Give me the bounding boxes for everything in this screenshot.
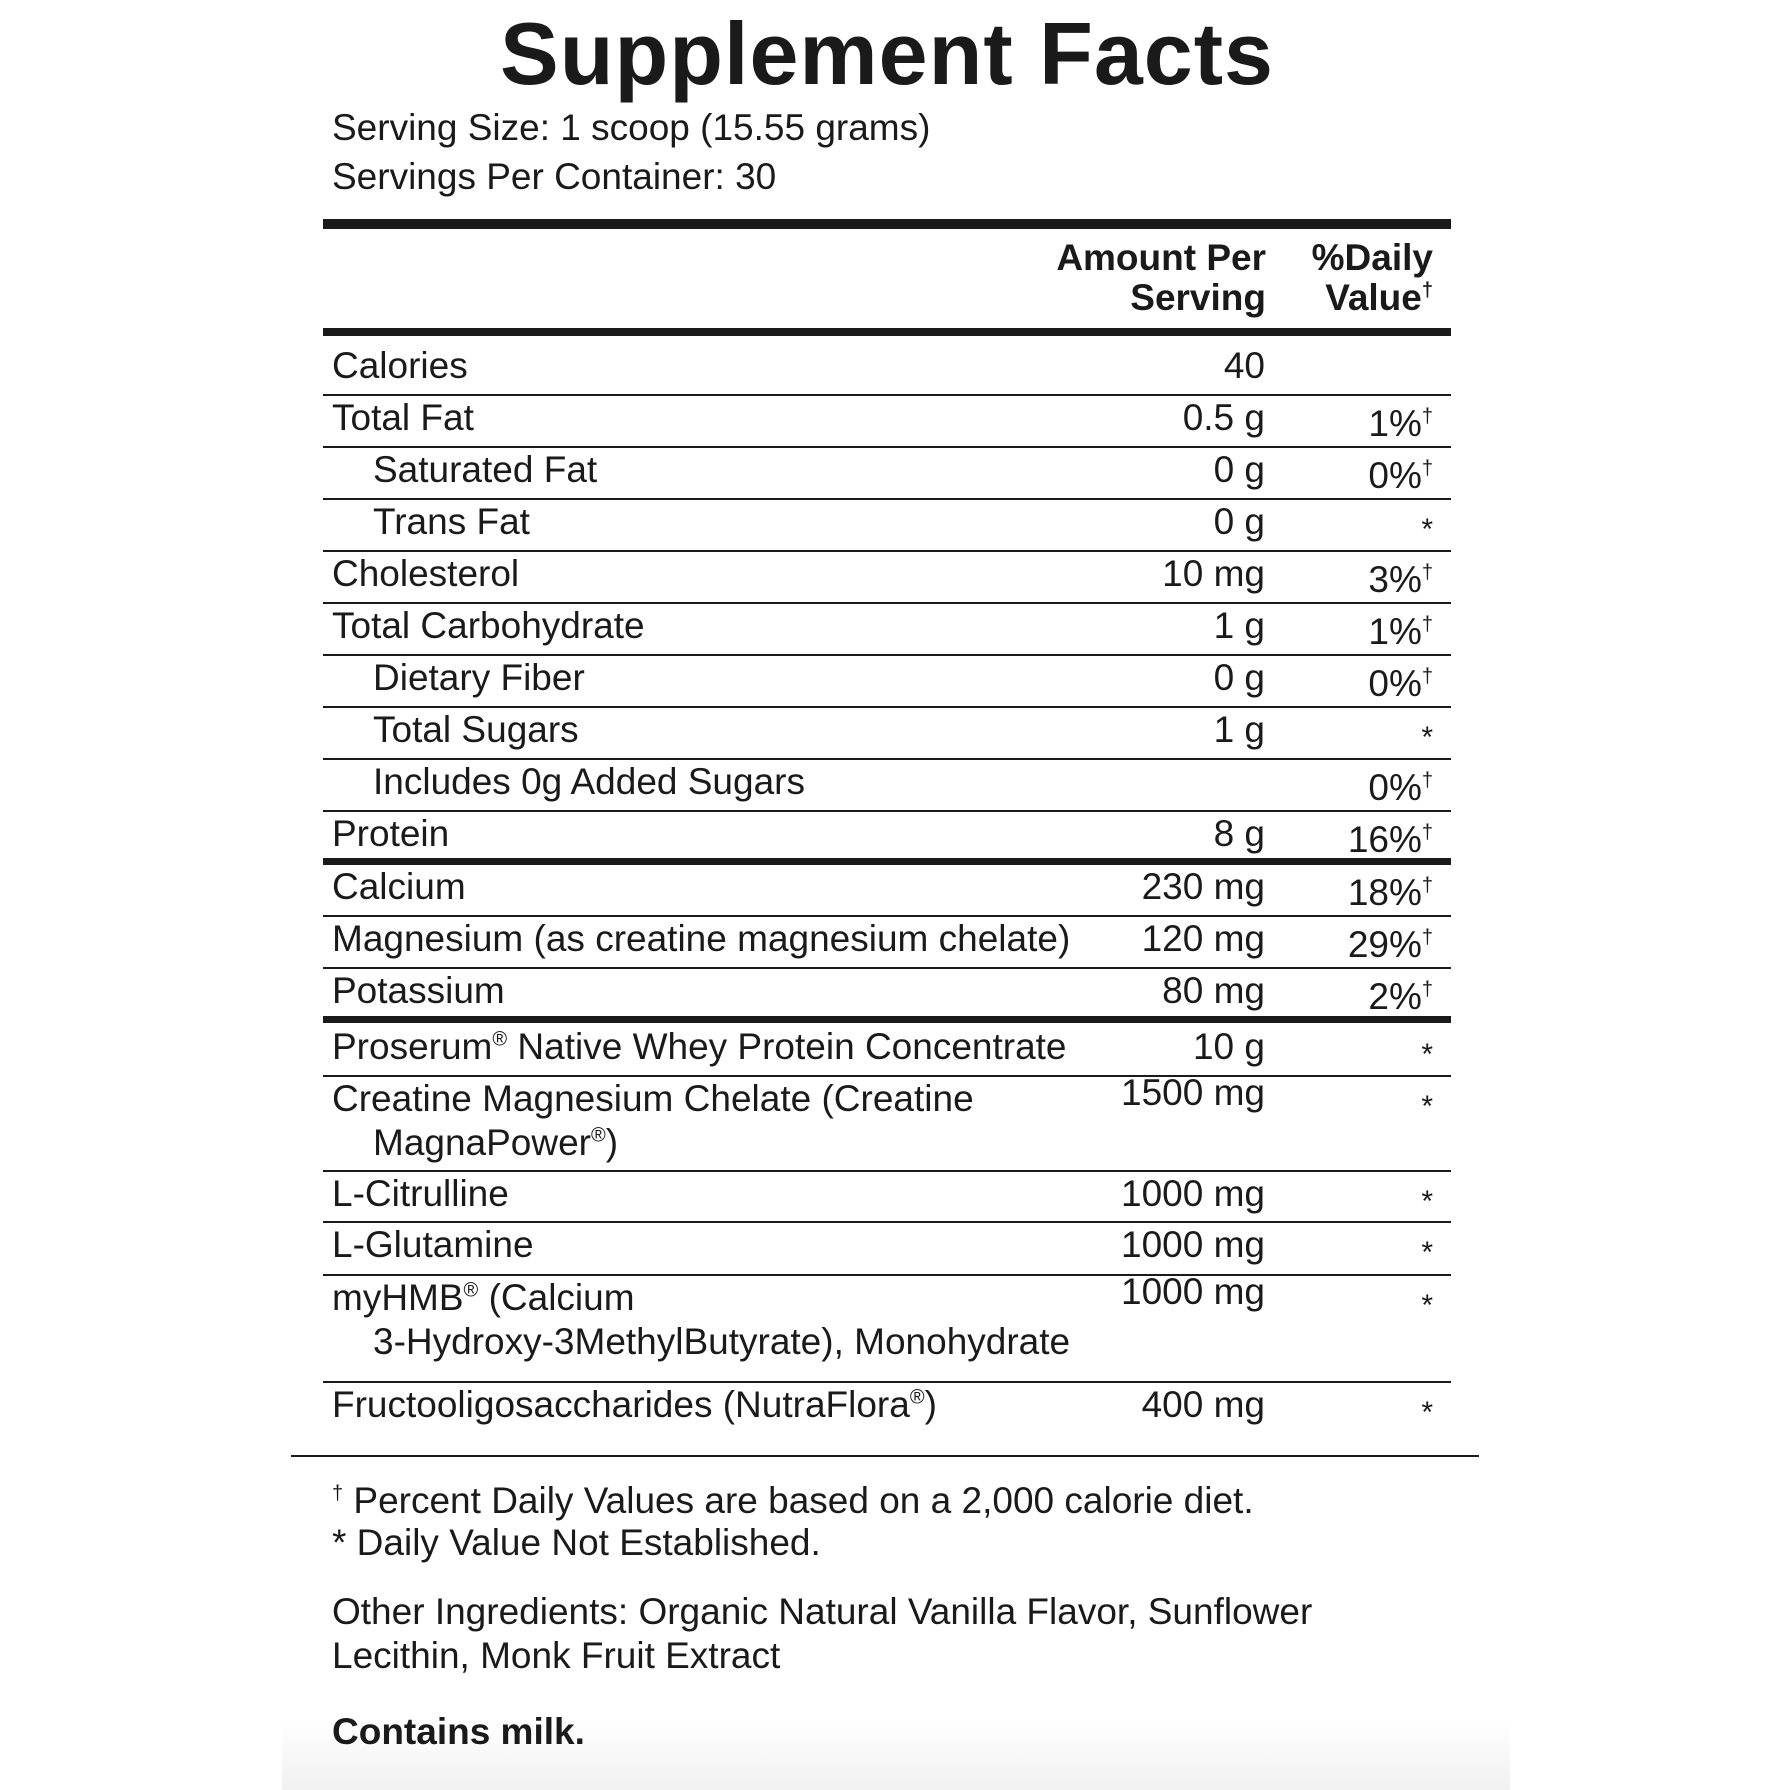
nutrient-daily-value: * xyxy=(1421,513,1433,546)
nutrient-name: Calcium xyxy=(332,866,466,907)
nutrient-daily-value: 1%† xyxy=(1368,611,1433,652)
nutrient-name: Trans Fat xyxy=(373,501,530,542)
nutrient-daily-value: 18%† xyxy=(1347,872,1433,913)
nutrient-amount: 0 g xyxy=(1213,449,1265,490)
ingredient-amount: 1000 mg xyxy=(1121,1271,1265,1312)
amount-per-serving-header xyxy=(1006,238,1266,318)
nutrient-amount: 80 mg xyxy=(1162,970,1265,1011)
nutrient-row xyxy=(323,448,1451,500)
top-thick-rule xyxy=(323,219,1451,229)
ingredient-daily-value: * xyxy=(1421,1396,1433,1429)
ingredient-name: Creatine Magnesium Chelate (Creatine MagnaPower®) xyxy=(332,1078,974,1163)
ingredient-name: myHMB® (Calcium 3-Hydroxy-3MethylButyrate), Monohydrate xyxy=(332,1277,1071,1362)
header-thick-rule xyxy=(323,328,1451,336)
ingredient-amount: 1000 mg xyxy=(1121,1224,1265,1265)
nutrient-name: Calories xyxy=(332,345,468,386)
servings-per-container: Servings Per Container: 30 xyxy=(332,156,777,197)
ingredient-daily-value: * xyxy=(1421,1289,1433,1322)
nutrient-name: Total Sugars xyxy=(373,709,579,750)
nutrient-daily-value: 0%† xyxy=(1368,663,1433,704)
ingredient-amount: 1000 mg xyxy=(1121,1173,1265,1214)
ingredient-daily-value: * xyxy=(1421,1090,1433,1123)
ingredient-daily-value: * xyxy=(1421,1038,1433,1071)
ingredient-name: Proserum® Native Whey Protein Concentrate xyxy=(332,1026,1067,1067)
nutrient-amount: 1 g xyxy=(1213,709,1265,750)
ingredient-row xyxy=(323,1025,1451,1077)
allergen-statement: Contains milk. xyxy=(332,1711,585,1752)
amount-header-line2: Serving xyxy=(1130,277,1266,318)
ingredient-name: Fructooligosaccharides (NutraFlora®) xyxy=(332,1384,937,1425)
ingredient-name: L-Glutamine xyxy=(332,1224,534,1265)
ingredient-name: L-Citrulline xyxy=(332,1173,509,1214)
ingredient-daily-value: * xyxy=(1421,1185,1433,1218)
nutrient-name: Protein xyxy=(332,813,450,854)
nutrient-amount: 40 xyxy=(1223,345,1265,386)
dv-header-line2: Value† xyxy=(1325,277,1433,318)
nutrient-amount: 0 g xyxy=(1213,657,1265,698)
nutrient-row xyxy=(323,344,1451,396)
ingredient-amount: 400 mg xyxy=(1141,1384,1265,1425)
other-ingredients: Other Ingredients: Organic Natural Vanilla Flavor, Sunflower Lecithin, Monk Fruit Extract xyxy=(332,1591,1313,1676)
nutrient-row xyxy=(323,760,1451,812)
ingredient-row xyxy=(323,1271,1451,1383)
dv-header-line1: %Daily xyxy=(1311,237,1433,278)
ingredient-row xyxy=(323,1223,1451,1276)
nutrient-daily-value: 29%† xyxy=(1347,924,1433,965)
nutrient-daily-value: 1%† xyxy=(1368,403,1433,444)
nutrient-name: Total Carbohydrate xyxy=(332,605,645,646)
nutrient-name: Saturated Fat xyxy=(373,449,598,490)
footer-rule xyxy=(291,1455,1479,1457)
nutrient-amount: 120 mg xyxy=(1141,918,1265,959)
nutrient-row xyxy=(323,396,1451,448)
ingredient-amount: 10 g xyxy=(1192,1026,1265,1067)
nutrient-daily-value: 3%† xyxy=(1368,559,1433,600)
star-footnote: * Daily Value Not Established. xyxy=(332,1522,821,1563)
nutrient-row xyxy=(323,552,1451,604)
nutrient-daily-value: * xyxy=(1421,721,1433,754)
nutrient-row xyxy=(323,969,1451,1023)
nutrient-daily-value: 2%† xyxy=(1368,976,1433,1017)
nutrient-daily-value: 0%† xyxy=(1368,767,1433,808)
nutrient-daily-value: 0%† xyxy=(1368,455,1433,496)
label-title: Supplement Facts xyxy=(500,4,1274,103)
nutrient-amount: 8 g xyxy=(1213,813,1265,854)
nutrient-daily-value: 16%† xyxy=(1347,819,1433,860)
nutrient-name: Magnesium (as creatine magnesium chelate) xyxy=(332,918,1071,959)
nutrient-amount: 230 mg xyxy=(1141,866,1265,907)
nutrient-name: Cholesterol xyxy=(332,553,520,594)
ingredient-row xyxy=(323,1383,1451,1435)
nutrient-amount: 0.5 g xyxy=(1182,397,1265,438)
nutrient-row xyxy=(323,917,1451,969)
nutrient-amount: 1 g xyxy=(1213,605,1265,646)
nutrient-row xyxy=(323,708,1451,760)
nutrient-name: Total Fat xyxy=(332,397,474,438)
nutrient-row xyxy=(323,865,1451,917)
nutrient-amount: 10 mg xyxy=(1162,553,1265,594)
nutrient-name: Potassium xyxy=(332,970,505,1011)
ingredient-amount: 1500 mg xyxy=(1121,1072,1265,1113)
serving-size: Serving Size: 1 scoop (15.55 grams) xyxy=(332,107,931,148)
ingredient-row xyxy=(323,1172,1451,1223)
nutrient-row xyxy=(323,656,1451,708)
daily-value-header xyxy=(1273,238,1433,318)
nutrient-row xyxy=(323,812,1451,865)
amount-header-line1: Amount Per xyxy=(1056,237,1266,278)
ingredient-daily-value: * xyxy=(1421,1236,1433,1269)
ingredient-row xyxy=(323,1072,1451,1172)
nutrient-amount: 0 g xyxy=(1213,501,1265,542)
nutrient-name: Dietary Fiber xyxy=(373,657,585,698)
nutrient-row xyxy=(323,500,1451,552)
dagger-footnote: † Percent Daily Values are based on a 2,000 calorie diet. xyxy=(332,1480,1254,1521)
nutrient-row xyxy=(323,604,1451,656)
nutrient-name: Includes 0g Added Sugars xyxy=(373,761,805,802)
